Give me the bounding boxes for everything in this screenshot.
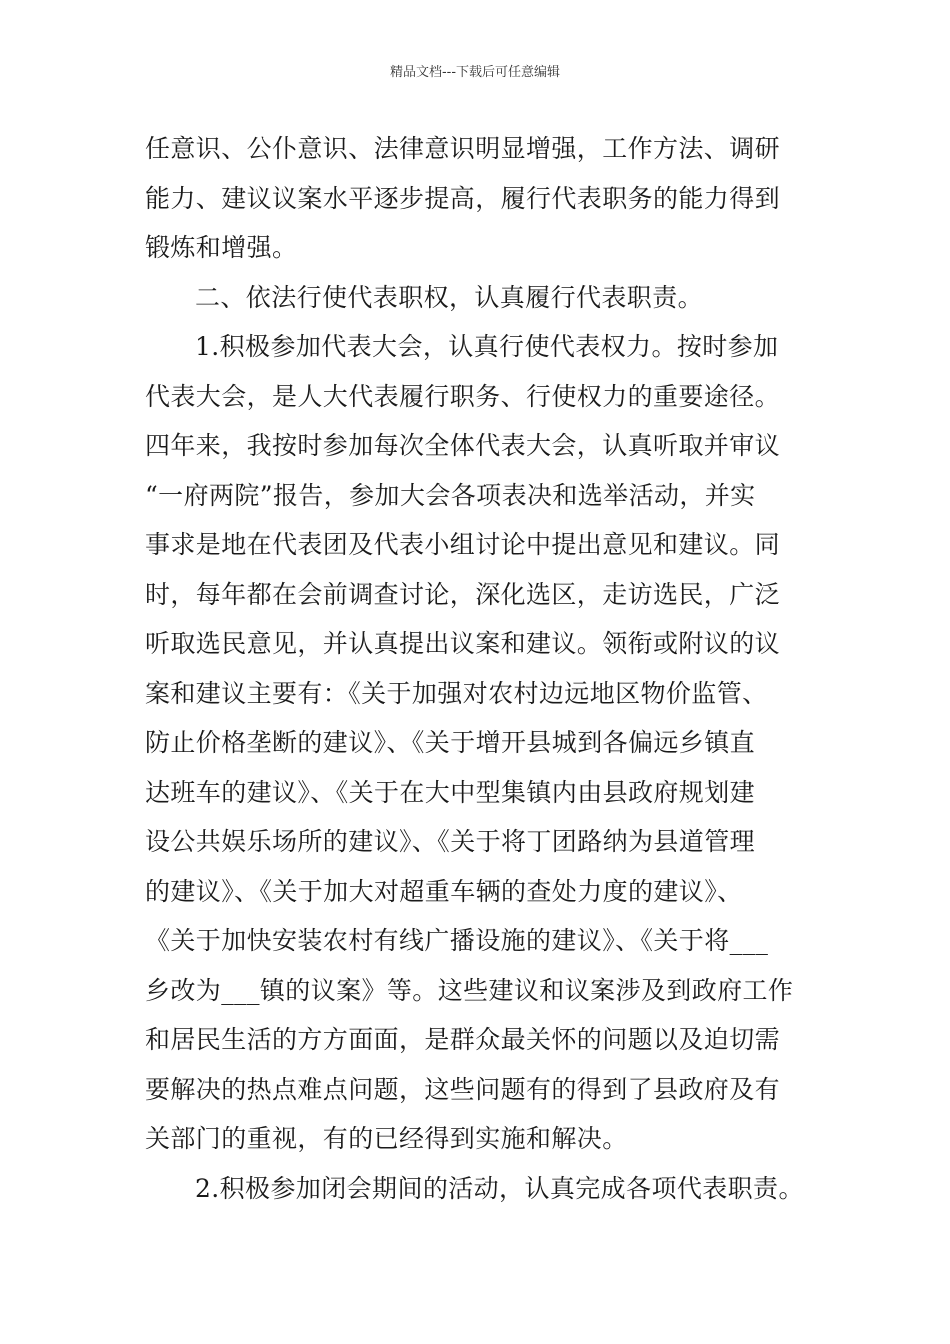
- text-line: 设公共娱乐场所的建议》、《关于将丁团路纳为县道管理: [145, 827, 756, 856]
- text-line: 案和建议主要有：《关于加强对农村边远地区物价监管、: [145, 678, 768, 708]
- paragraph-start: 2.积极参加闭会期间的活动，认真完成各项代表职责。: [195, 1173, 804, 1203]
- document-body: [145, 124, 810, 1213]
- text-line: 达班车的建议》、《关于在大中型集镇内由县政府规划建: [145, 777, 756, 807]
- text-line: 防止价格垄断的建议》、《关于增开县城到各偏远乡镇直: [145, 728, 756, 757]
- text-line: 时，每年都在会前调查讨论，深化选区，走访选民，广泛: [145, 579, 781, 609]
- text-line: 任意识、公仆意识、法律意识明显增强，工作方法、调研: [145, 134, 781, 163]
- text-line: “一府两院”报告，参加大会各项表决和选举活动，并实: [145, 480, 756, 510]
- page-header: 精品文档---下载后可任意编辑: [389, 65, 561, 80]
- text-line: 《关于加快安装农村有线广播设施的建议》、《关于将___: [145, 926, 769, 955]
- text-line: 要解决的热点难点问题，这些问题有的得到了县政府及有: [145, 1074, 781, 1104]
- text-line: 和居民生活的方方面面，是群众最关怀的问题以及迫切需: [145, 1025, 781, 1054]
- text-line: 事求是地在代表团及代表小组讨论中提出意见和建议。同: [145, 530, 781, 559]
- text-line: 代表大会，是人大代表履行职务、行使权力的重要途径。: [145, 381, 781, 411]
- text-line: 的建议》、《关于加大对超重车辆的查处力度的建议》、: [145, 876, 743, 906]
- text-line: 听取选民意见，并认真提出议案和建议。领衔或附议的议: [145, 629, 781, 658]
- section-heading: 二、依法行使代表职权，认真履行代表职责。: [195, 282, 704, 312]
- text-line: 四年来，我按时参加每次全体代表大会，认真听取并审议: [145, 431, 781, 460]
- text-line: 锻炼和增强。: [145, 233, 298, 262]
- text-line: 乡改为___镇的议案》等。这些建议和议案涉及到政府工作: [145, 975, 794, 1005]
- text-line: 关部门的重视，有的已经得到实施和解决。: [145, 1124, 628, 1153]
- text-line: 能力、建议议案水平逐步提高，履行代表职务的能力得到: [145, 183, 781, 213]
- paragraph-start: 1.积极参加代表大会，认真行使代表权力。按时参加: [195, 332, 779, 361]
